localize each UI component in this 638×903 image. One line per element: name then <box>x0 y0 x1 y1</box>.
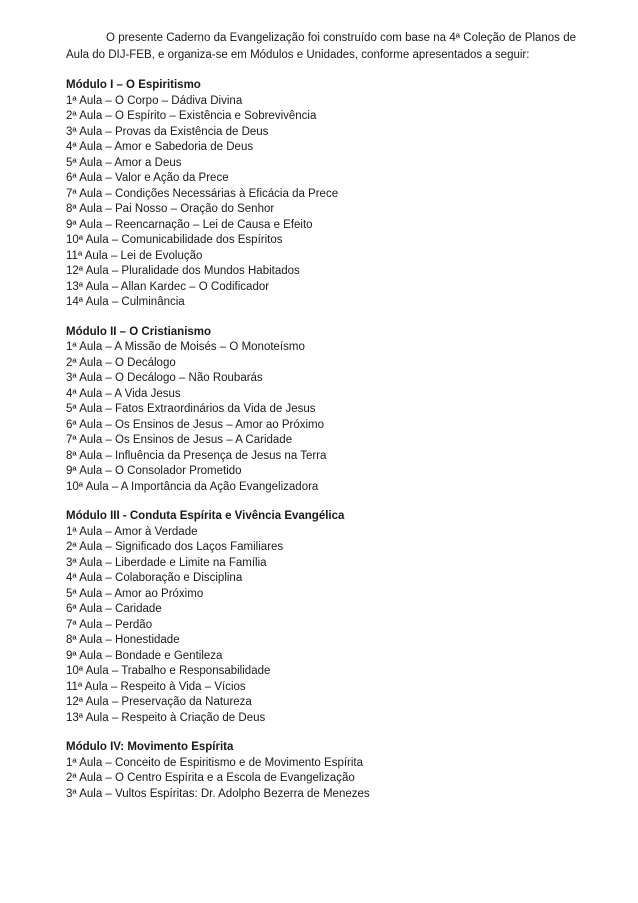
lesson-item: 4ª Aula – Colaboração e Disciplina <box>66 572 243 584</box>
lesson-item: 5ª Aula – Fatos Extraordinários da Vida de Jesus <box>66 403 316 415</box>
lesson-item: 9ª Aula – Bondade e Gentileza <box>66 649 223 662</box>
lesson-item: 10ª Aula – A Importância da Ação Evangelizadora <box>66 480 319 493</box>
lesson-item: 12ª Aula – Preservação da Natureza <box>66 696 252 708</box>
lesson-item: 2ª Aula – O Espírito – Existência e Sobrevivência <box>66 110 317 122</box>
lesson-item: 2ª Aula – O Decálogo <box>66 356 176 369</box>
lesson-item: 4ª Aula – A Vida Jesus <box>66 387 181 400</box>
lesson-item: 12ª Aula – Pluralidade dos Mundos Habitados <box>66 265 300 277</box>
lesson-item: 6ª Aula – Os Ensinos de Jesus – Amor ao Próximo <box>66 418 325 431</box>
lesson-item: 1ª Aula – Amor à Verdade <box>66 525 198 538</box>
module-title: Módulo II – O Cristianismo <box>66 325 212 338</box>
lesson-item: 5ª Aula – Amor a Deus <box>66 156 182 169</box>
lesson-item: 7ª Aula – Os Ensinos de Jesus – A Caridade <box>66 434 293 446</box>
lesson-item: 9ª Aula – Reencarnação – Lei de Causa e Efeito <box>66 218 313 231</box>
module-section <box>66 740 576 802</box>
lesson-item: 3ª Aula – Liberdade e Limite na Família <box>66 556 267 569</box>
lesson-item: 4ª Aula – Amor e Sabedoria de Deus <box>66 141 254 153</box>
module-title: Módulo I – O Espiritismo <box>66 79 201 91</box>
module-section <box>66 509 576 726</box>
lesson-item: 8ª Aula – Honestidade <box>66 634 180 646</box>
lesson-item: 1ª Aula – O Corpo – Dádiva Divina <box>66 94 243 107</box>
lesson-item: 2ª Aula – O Centro Espírita e a Escola de Evangelização <box>66 772 355 784</box>
intro-paragraph: O presente Caderno da Evangelização foi construído com base na 4ª Coleção de Planos de Aula do DIJ-FEB, e organiza-se em Módulos e Unidades, conforme apresentados a seguir: <box>66 32 576 61</box>
lesson-item: 6ª Aula – Valor e Ação da Prece <box>66 172 229 184</box>
lesson-item: 2ª Aula – Significado dos Laços Familiares <box>66 541 284 553</box>
lesson-item: 10ª Aula – Comunicabilidade dos Espíritos <box>66 234 283 246</box>
lesson-item: 3ª Aula – Provas da Existência de Deus <box>66 125 269 138</box>
module-section <box>66 325 576 496</box>
module-section <box>66 78 576 311</box>
lesson-item: 3ª Aula – Vultos Espíritas: Dr. Adolpho Bezerra de Menezes <box>66 787 370 800</box>
lesson-item: 11ª Aula – Respeito à Vida – Vícios <box>66 680 246 693</box>
lesson-item: 10ª Aula – Trabalho e Responsabilidade <box>66 665 271 677</box>
lesson-item: 5ª Aula – Amor ao Próximo <box>66 587 204 600</box>
module-title: Módulo III - Conduta Espírita e Vivência Evangélica <box>66 510 345 522</box>
lesson-item: 7ª Aula – Perdão <box>66 618 153 631</box>
lesson-item: 8ª Aula – Influência da Presença de Jesus na Terra <box>66 449 327 462</box>
document-page <box>66 30 576 816</box>
lesson-item: 11ª Aula – Lei de Evolução <box>66 249 203 262</box>
lesson-item: 6ª Aula – Caridade <box>66 603 162 615</box>
lesson-item: 13ª Aula – Respeito à Criação de Deus <box>66 711 266 724</box>
lesson-item: 1ª Aula – A Missão de Moisés – O Monoteísmo <box>66 341 305 353</box>
lesson-item: 8ª Aula – Pai Nosso – Oração do Senhor <box>66 203 275 215</box>
lesson-item: 13ª Aula – Allan Kardec – O Codificador <box>66 280 270 293</box>
lesson-item: 3ª Aula – O Decálogo – Não Roubarás <box>66 372 263 384</box>
module-title: Módulo IV: Movimento Espírita <box>66 741 234 753</box>
lesson-item: 9ª Aula – O Consolador Prometido <box>66 465 242 477</box>
module-list <box>66 78 576 802</box>
lesson-item: 1ª Aula – Conceito de Espiritismo e de Movimento Espírita <box>66 756 364 769</box>
lesson-item: 14ª Aula – Culminância <box>66 296 185 308</box>
lesson-item: 7ª Aula – Condições Necessárias à Eficácia da Prece <box>66 187 339 200</box>
